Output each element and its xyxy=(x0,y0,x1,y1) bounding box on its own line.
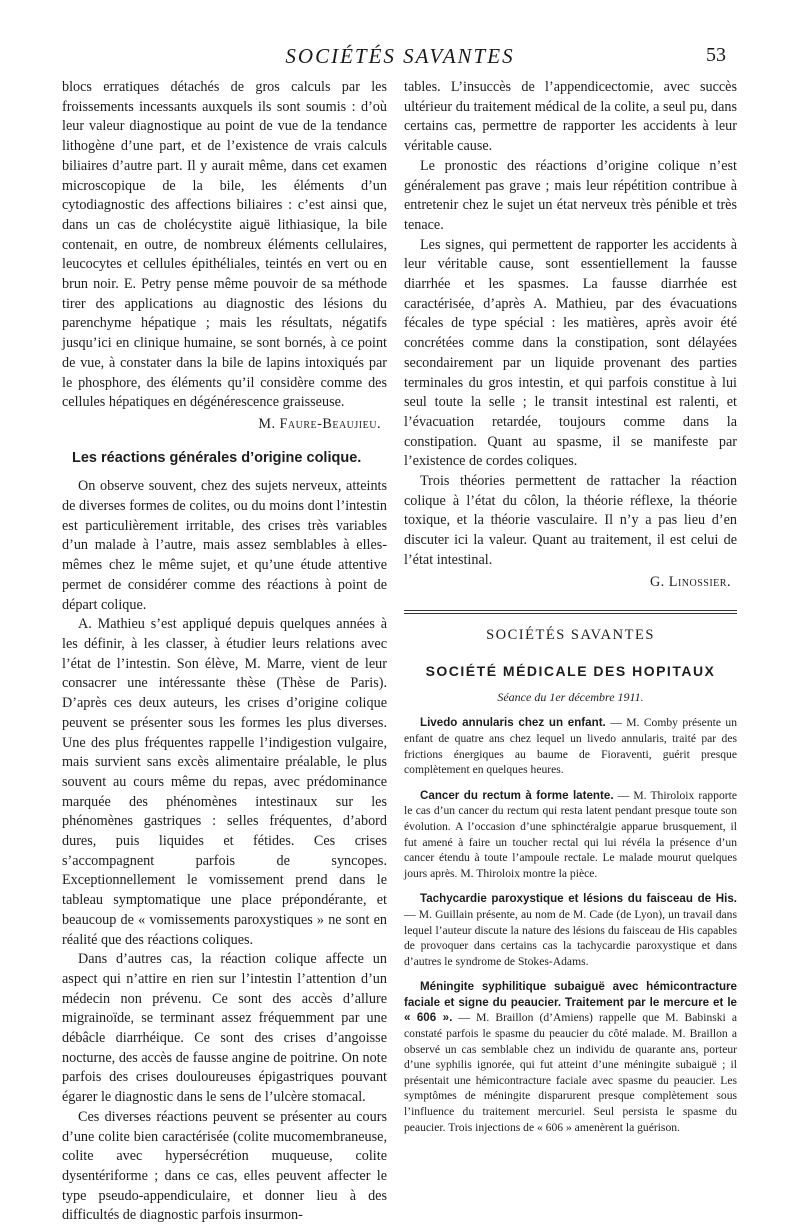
report-entry xyxy=(404,891,737,969)
running-head xyxy=(0,44,800,74)
section-divider xyxy=(404,610,737,614)
report-body: — M. Braillon (d’Amiens) rappelle que M. Babinski a constaté parfois le spasme du peaucier du côté malade. M. Braillon a observé un cas semblable chez un individu de quarante ans, porteur d’une syphilis ignorée, qui fut atteint d’une méningite subaiguë ; il présentait une hémicontracture faciale avec spasme du peaucier. Les symptômes de méningite disparurent presque complètement sous l’influence du traitement mercuriel. Seul persista le spasme du peaucier. Trois injections de « 606 » amenèrent la guérison. xyxy=(404,1011,738,1134)
session-date: Séance du 1er décembre 1911. xyxy=(497,689,644,704)
body-paragraph: Ces diverses réactions peuvent se présenter au cours d’une colite bien caractérisée (colite mucomembraneuse, colite avec hypersécrétion muqueuse, colite dysentériforme ; dans ce cas, elles peuvent affecter le type pseudo-appendiculaire, et donner lieu à des difficultés de diagnostic parfois insurmon- xyxy=(62,1108,387,1224)
report-entry xyxy=(404,715,737,777)
body-paragraph: Les signes, qui permettent de rapporter les accidents à leur véritable cause, sont essentiellement la fausse diarrhée et les spasmes. La fausse diarrhée est caractérisée, d’après A. Mathieu, par des évacuations fécales de type spécial : les matières, après avoir été concrétées comme dans la constipation, sont délayées secondairement par un liquide provenant des parties terminales du gros intestin, et qui parfois constitue à lui seul toute la selle ; le transit intestinal est ralenti, et l’évacuation retardée, toujours comme dans la constipation. Quant au spasme, il se manifeste par l’existence de cordes coliques. xyxy=(404,236,737,470)
body-paragraph: On observe souvent, chez des sujets nerveux, atteints de diverses formes de colites, ou du moins dont l’intestin est particulièrement irritable, des crises très variables d’un malade à l’autre, mais assez semblables à elles-mêmes chez le même sujet, et qu’une étude attentive permet de considérer comme des réactions à point de départ colique. xyxy=(62,478,387,613)
left-column xyxy=(62,78,387,1226)
right-column xyxy=(404,78,737,1145)
report-title: Méningite syphilitique subaiguë avec hémicontracture faciale et signe du peaucier. Traitement par le mercure et le « 606 ». xyxy=(404,980,737,1025)
body-paragraph: A. Mathieu s’est appliqué depuis quelques années à les définir, à les classer, à étudier leurs relations avec l’état de l’intestin. Son élève, M. Marre, vient de leur consacrer une intéressante thèse (Thèse de Paris). D’après ces deux auteurs, les crises d’origine colique peuvent se présenter sous les formes les plus diverses. Une des plus fréquentes rappelle l’indigestion vulgaire, mais survient sans excès alimentaire préalable, le plus souvent au cours même du repas, avec prédominance marquée des phénomènes intestinaux sur les phénomènes gastriques : selles fréquentes, d’abord dures, puis liquides et fétides. Ces crises s’accompagnent parfois de syncopes. Exceptionnellement le vomissement prend dans le tableau symptomatique une place prépondérante, et beaucoup de « vomissements paroxystiques » ne sont en réalité que des réactions coliques. xyxy=(62,616,387,948)
report-title: Cancer du rectum à forme latente. xyxy=(420,788,614,802)
continued-paragraph: blocs erratiques détachés de gros calculs par les froissements incessants auxquels ils sont soumis : d’où leur valeur diagnostique au point de vue de la tendance lithogène d’une part, et de l’existence de vrais calculs biliaires d’autre part. Il y aurait même, dans cet examen microscopique de la bile, les éléments d’un cytodiagnostic des affections biliaires : c’est ainsi que, dans un cas de cholécystite aiguë lithiasique, la bile contenait, en outre, de nombreux éléments cellulaires, leucocytes et cellules épithéliales, teintés en vert ou en brun noir. E. Petry pense même pouvoir de sa méthode tirer des applications au diagnostic des lésions du parenchyme hépatique ; mais les résultats, négatifs jusqu’ici en clinique humaine, se sont bornés, à ce point de vue, à constater dans la bile de lapins intoxiqués par le phosphore, des éléments qu’il considère comme des cellules hépatiques en dégénérescence graisseuse. xyxy=(62,79,387,411)
report-body: — M. Guillain présente, au nom de M. Cade (de Lyon), un travail dans lequel l’auteur discute la nature des lésions du faisceau de His capables de provoquer dans certains cas la tachycardie paroxystique et dans d’autres le syndrome de Stokes-Adams. xyxy=(404,907,737,968)
running-title: SOCIÉTÉS SAVANTES xyxy=(285,44,515,68)
report-entry xyxy=(404,788,737,882)
body-paragraph: tables. L’insuccès de l’appendicectomie, avec succès ultérieur du traitement médical de la colite, a seul pu, dans certains cas, permettre de rapporter les accidents à leur véritable cause. xyxy=(404,79,737,155)
author-signature: M. Faure-Beaujieu. xyxy=(258,415,381,432)
body-paragraph: Le pronostic des réactions d’origine colique n’est généralement pas grave ; mais leur répétition contribue à entretenir chez le sujet un état nerveux très pénible et très tenace. xyxy=(404,157,737,233)
report-body: — M. Thiroloix rapporte le cas d’un cancer du rectum qui resta latent pendant presque toute son évolution. A l’occasion d’une sphinctéralgie apparue brusquement, il fut amené à faire un toucher rectal qui lui révéla la présence d’un cancer étendu à toute l’ampoule rectale. Le malade mourut quelques jours après. M. Thiroloix montre la pièce. xyxy=(404,788,737,880)
section-banner: SOCIÉTÉS SAVANTES xyxy=(486,627,655,644)
article-heading: Les réactions générales d’origine colique. xyxy=(72,449,362,466)
author-signature: G. Linossier. xyxy=(649,573,731,590)
report-entry xyxy=(404,979,737,1135)
body-paragraph: Trois théories permettent de rattacher la réaction colique à l’état du côlon, la théorie réflexe, la théorie toxique, et la théorie vasculaire. Il n’y a pas lieu d’en discuter ici la valeur. Quant au traitement, il est celui de l’état intestinal. xyxy=(404,473,737,568)
society-title: SOCIÉTÉ MÉDICALE DES HOPITAUX xyxy=(425,662,716,679)
report-body: — M. Comby présente un enfant de quatre ans chez lequel un livedo annularis, traité par des frictions énergiques au baume de Fioraventi, guérit presque complètement en quelques heures. xyxy=(404,716,737,777)
report-title: Tachycardie paroxystique et lésions du faisceau de His. xyxy=(420,892,737,906)
report-title: Livedo annularis chez un enfant. xyxy=(420,716,606,730)
body-paragraph: Dans d’autres cas, la réaction colique affecte un aspect qui n’attire en rien sur l’intestin l’attention d’un médecin non prévenu. Ce sont des accès d’allure migrainoïde, se terminant assez fréquemment par une débâcle diarrhéique. Ce sont des crises d’angoisse nocturne, des accès de fausse angine de poitrine. On note parfois des crises douloureuses épigastriques pouvant égarer le diagnostic dans le sens de l’ulcère stomacal. xyxy=(62,951,387,1106)
page-number: 53 xyxy=(706,44,726,66)
